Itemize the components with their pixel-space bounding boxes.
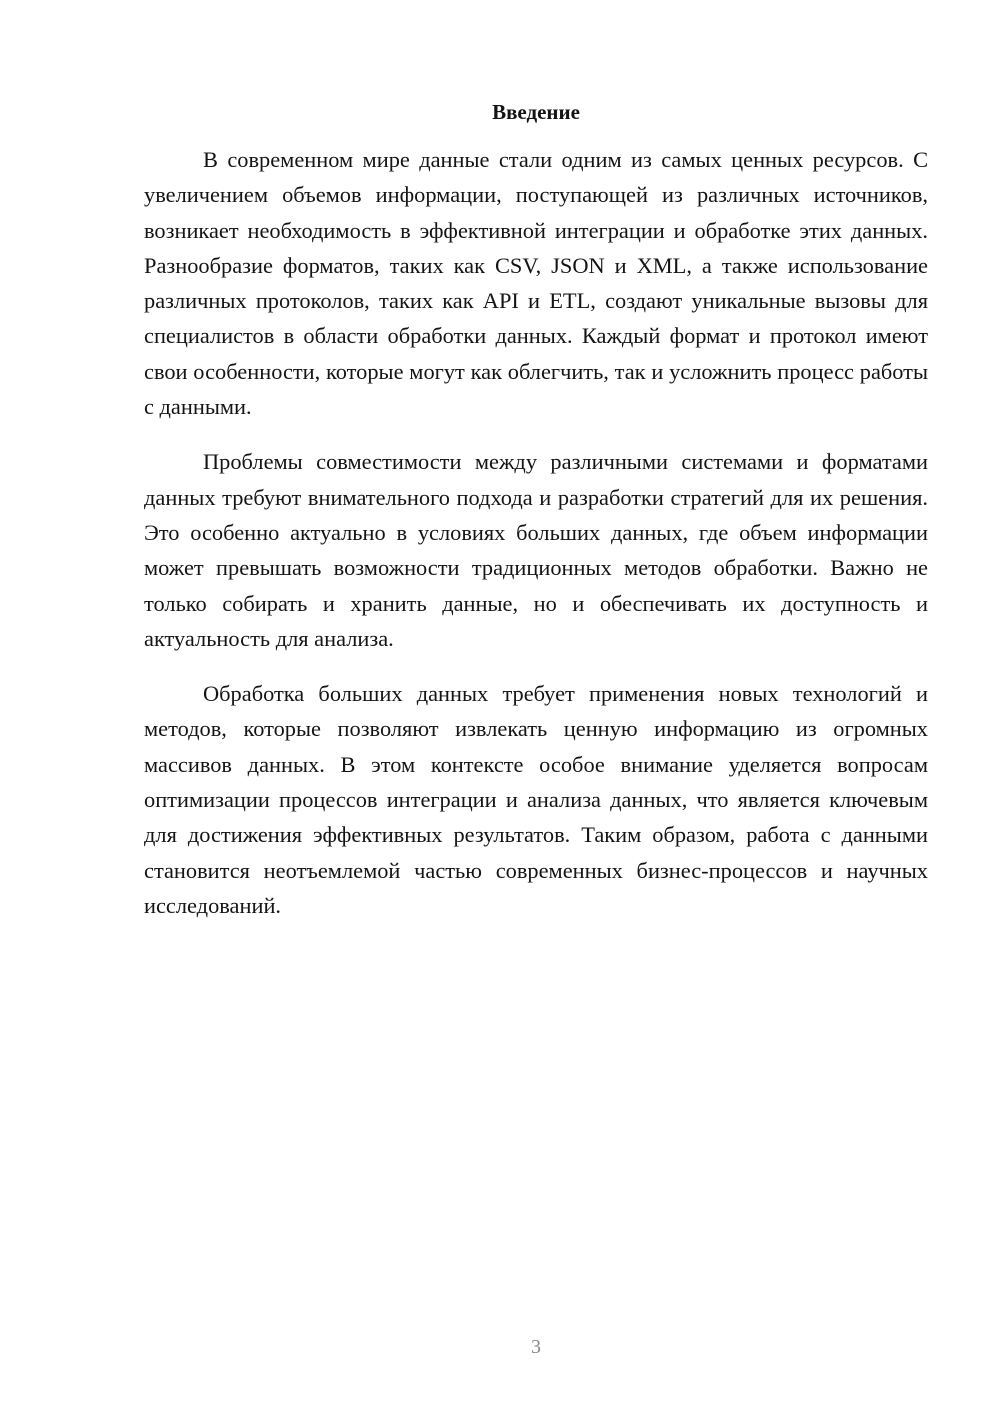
body-text [144,142,928,943]
section-title: Введение [492,100,580,124]
page-number: 3 [531,1336,541,1358]
paragraph-1: В современном мире данные стали одним из самых ценных ресурсов. С увеличением объемов информации, поступающей из различных источников, возникает необходимость в эффективной интеграции и обработке этих данных. Разнообразие форматов, таких как CSV, JSON и XML, а также использование различных протоколов, таких как API и ETL, создают уникальные вызовы для специалистов в области обработки данных. Каждый формат и протокол имеют свои особенности, которые могут как облегчить, так и усложнить процесс работы с данными. [144,147,928,420]
paragraph-3: Обработка больших данных требует применения новых технологий и методов, которые позволяют извлекать ценную информацию из огромных массивов данных. В этом контексте особое внимание уделяется вопросам оптимизации процессов интеграции и анализа данных, что является ключевым для достижения эффективных результатов. Таким образом, работа с данными становится неотъемлемой частью современных бизнес-процессов и научных исследований. [144,681,928,918]
paragraph-2: Проблемы совместимости между различными системами и форматами данных требуют внимательного подхода и разработки стратегий для их решения. Это особенно актуально в условиях больших данных, где объем информации может превышать возможности традиционных методов обработки. Важно не только собирать и хранить данные, но и обеспечивать их доступность и актуальность для анализа. [144,449,928,651]
